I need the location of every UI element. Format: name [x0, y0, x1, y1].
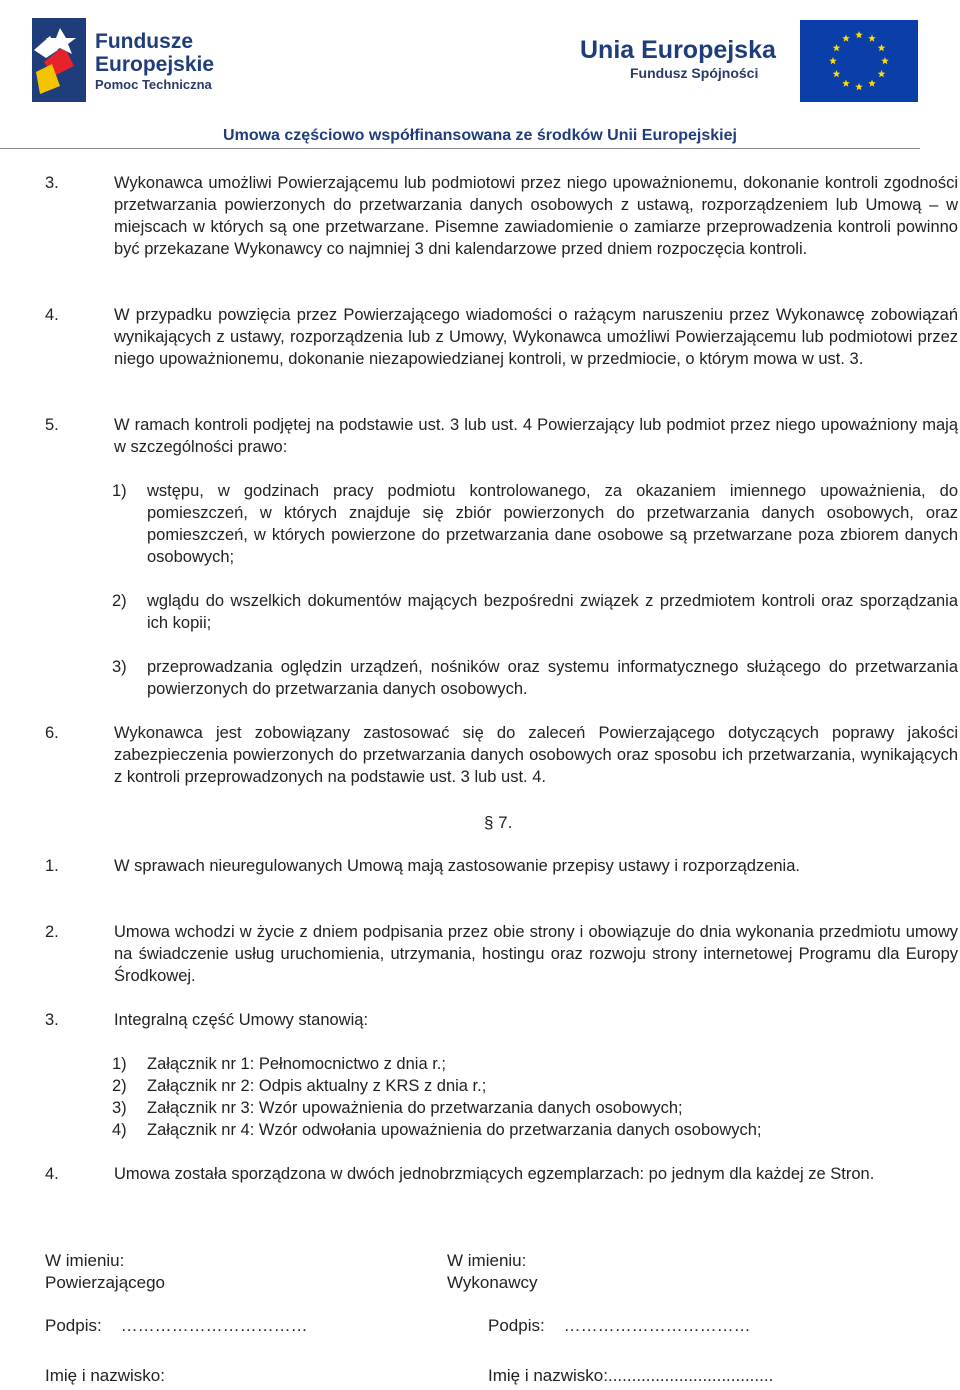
- paragraph-number: 3.: [45, 174, 59, 192]
- paragraph-number: 1.: [45, 857, 59, 875]
- fe-line-1: Fundusze: [95, 30, 193, 53]
- section-heading: § 7.: [484, 813, 513, 832]
- attachment-text: Załącznik nr 2: Odpis aktualny z KRS z dnia r.;: [147, 1077, 487, 1095]
- paragraph-3: [45, 172, 958, 260]
- paragraph-6: [45, 722, 958, 788]
- fe-logo-text: [95, 30, 214, 94]
- paragraph-text: W sprawach nieuregulowanych Umową mają zastosowanie przepisy ustawy i rozporządzenia.: [114, 857, 800, 875]
- signature-left-line: Podpis: ……………………………: [45, 1316, 308, 1335]
- paragraph-number: 6.: [45, 724, 59, 742]
- paragraph-text: Umowa została sporządzona w dwóch jednobrzmiących egzemplarzach: po jednym dla każdej ze Stron.: [114, 1165, 875, 1183]
- name-left-line: Imię i nazwisko:: [45, 1366, 165, 1385]
- paragraph-5: [45, 414, 958, 458]
- eu-logo-text: [580, 36, 776, 82]
- paragraph-text: Wykonawca umożliwi Powierzającemu lub podmiotowi przez niego upoważnionemu, dokonanie kontroli zgodności przetwarzania powierzonych do przetwarzania danych osobowych z ustawą, rozporządzeniem lub Umową – w miejscach w których są one przetwarzane. Pisemne zawiadomienie o zamiarze przeprowadzenia kontroli powinno być przekazane Wykonawcy co najmniej 3 dni kalendarzowe przed dniem rozpoczęcia kontroli.: [114, 174, 958, 258]
- subitem-1: [112, 480, 958, 568]
- party-name: Powierzającego: [45, 1273, 166, 1292]
- subitem-number: 3): [112, 658, 127, 676]
- paragraph-text: W ramach kontroli podjętej na podstawie ust. 3 lub ust. 4 Powierzający lub podmiot przez niego upoważniony mają w szczególności prawo:: [114, 416, 958, 456]
- section7-paragraph-1: [45, 855, 958, 877]
- section7-paragraph-4: [45, 1163, 958, 1185]
- subitem-2: [112, 590, 958, 634]
- paragraph-number: 4.: [45, 1165, 59, 1183]
- subitem-3: [112, 656, 958, 700]
- section7-paragraph-3: [45, 1009, 958, 1031]
- paragraph-text: Wykonawca jest zobowiązany zastosować się do zaleceń Powierzającego dotyczących poprawy jakości zabezpieczenia powierzonych do przetwarzania danych osobowych oraz sposobu ich przetwarzania, wynikających z kontroli przeprowadzonych na podstawie ust. 3 lub ust. 4.: [114, 724, 958, 786]
- subitem-text: przeprowadzania oględzin urządzeń, nośników oraz systemu informatycznego służącego do przetwarzania powierzonych do przetwarzania danych osobowych.: [147, 658, 958, 698]
- document-header: [0, 0, 960, 150]
- on-behalf-label: W imieniu:: [447, 1251, 527, 1270]
- subitem-number: 2): [112, 592, 127, 610]
- attachment-text: Załącznik nr 1: Pełnomocnictwo z dnia r.;: [147, 1055, 446, 1073]
- attachment-item: [112, 1119, 762, 1141]
- attachment-text: Załącznik nr 3: Wzór upoważnienia do przetwarzania danych osobowych;: [147, 1099, 683, 1117]
- paragraph-text: W przypadku powzięcia przez Powierzającego wiadomości o rażącym naruszeniu przez Wykonawcę zobowiązań wynikających z ustawy, rozporządzenia lub z Umowy, Wykonawca umożliwi Powierzającemu lub podmiotowi przez niego upoważnionemu, dokonanie niezapowiedzianej kontroli, w przedmiocie, o którym mowa w ust. 3.: [114, 306, 958, 368]
- signature-right-label: [447, 1250, 538, 1294]
- paragraph-number: 2.: [45, 923, 59, 941]
- attachment-item: [112, 1053, 446, 1075]
- fe-line-3: Pomoc Techniczna: [95, 77, 212, 92]
- paragraph-number: 5.: [45, 416, 59, 434]
- paragraph-text: Integralną część Umowy stanowią:: [114, 1011, 369, 1029]
- signature-left-label: [45, 1250, 165, 1294]
- signature-right-line: Podpis: ……………………………: [488, 1316, 751, 1335]
- attachment-number: 2): [112, 1077, 127, 1095]
- eu-line-1: Unia Europejska: [580, 36, 776, 64]
- fe-line-2: Europejskie: [95, 53, 215, 76]
- paragraph-number: 3.: [45, 1011, 59, 1029]
- on-behalf-label: W imieniu:: [45, 1251, 125, 1270]
- eu-flag-icon: [800, 20, 918, 102]
- eu-line-2: Fundusz Spójności: [630, 65, 759, 81]
- paragraph-4: [45, 304, 958, 370]
- subitem-text: wglądu do wszelkich dokumentów mających bezpośredni związek z przedmiotem kontroli oraz sporządzania ich kopii;: [147, 592, 958, 632]
- header-divider: [0, 148, 920, 149]
- attachment-item: [112, 1075, 486, 1097]
- cofinancing-banner: Umowa częściowo współfinansowana ze środków Unii Europejskiej: [223, 127, 737, 144]
- attachment-number: 3): [112, 1099, 127, 1117]
- subitem-text: wstępu, w godzinach pracy podmiotu kontrolowanego, za okazaniem imiennego upoważnienia, do pomieszczeń, w których znajduje się zbiór powierzonych do przetwarzania danych osobowych, oraz pomieszczeń, w których powierzone do przetwarzania dane osobowe są przetwarzane poza zbiorem danych osobowych;: [147, 482, 958, 566]
- paragraph-text: Umowa wchodzi w życie z dniem podpisania przez obie strony i obowiązuje do dnia wykonania przedmiotu umowy na świadczenie usług uruchomienia, utrzymania, hostingu oraz rozwoju strony internetowej Programu dla Europy Środkowej.: [114, 923, 958, 985]
- attachment-text: Załącznik nr 4: Wzór odwołania upoważnienia do przetwarzania danych osobowych;: [147, 1121, 762, 1139]
- attachment-number: 1): [112, 1055, 127, 1073]
- subitem-number: 1): [112, 482, 127, 500]
- paragraph-number: 4.: [45, 306, 59, 324]
- attachment-item: [112, 1097, 683, 1119]
- party-name: Wykonawcy: [447, 1273, 538, 1292]
- attachment-number: 4): [112, 1121, 127, 1139]
- section7-paragraph-2: [45, 921, 958, 987]
- name-right-line: Imię i nazwisko:...................................: [488, 1366, 774, 1385]
